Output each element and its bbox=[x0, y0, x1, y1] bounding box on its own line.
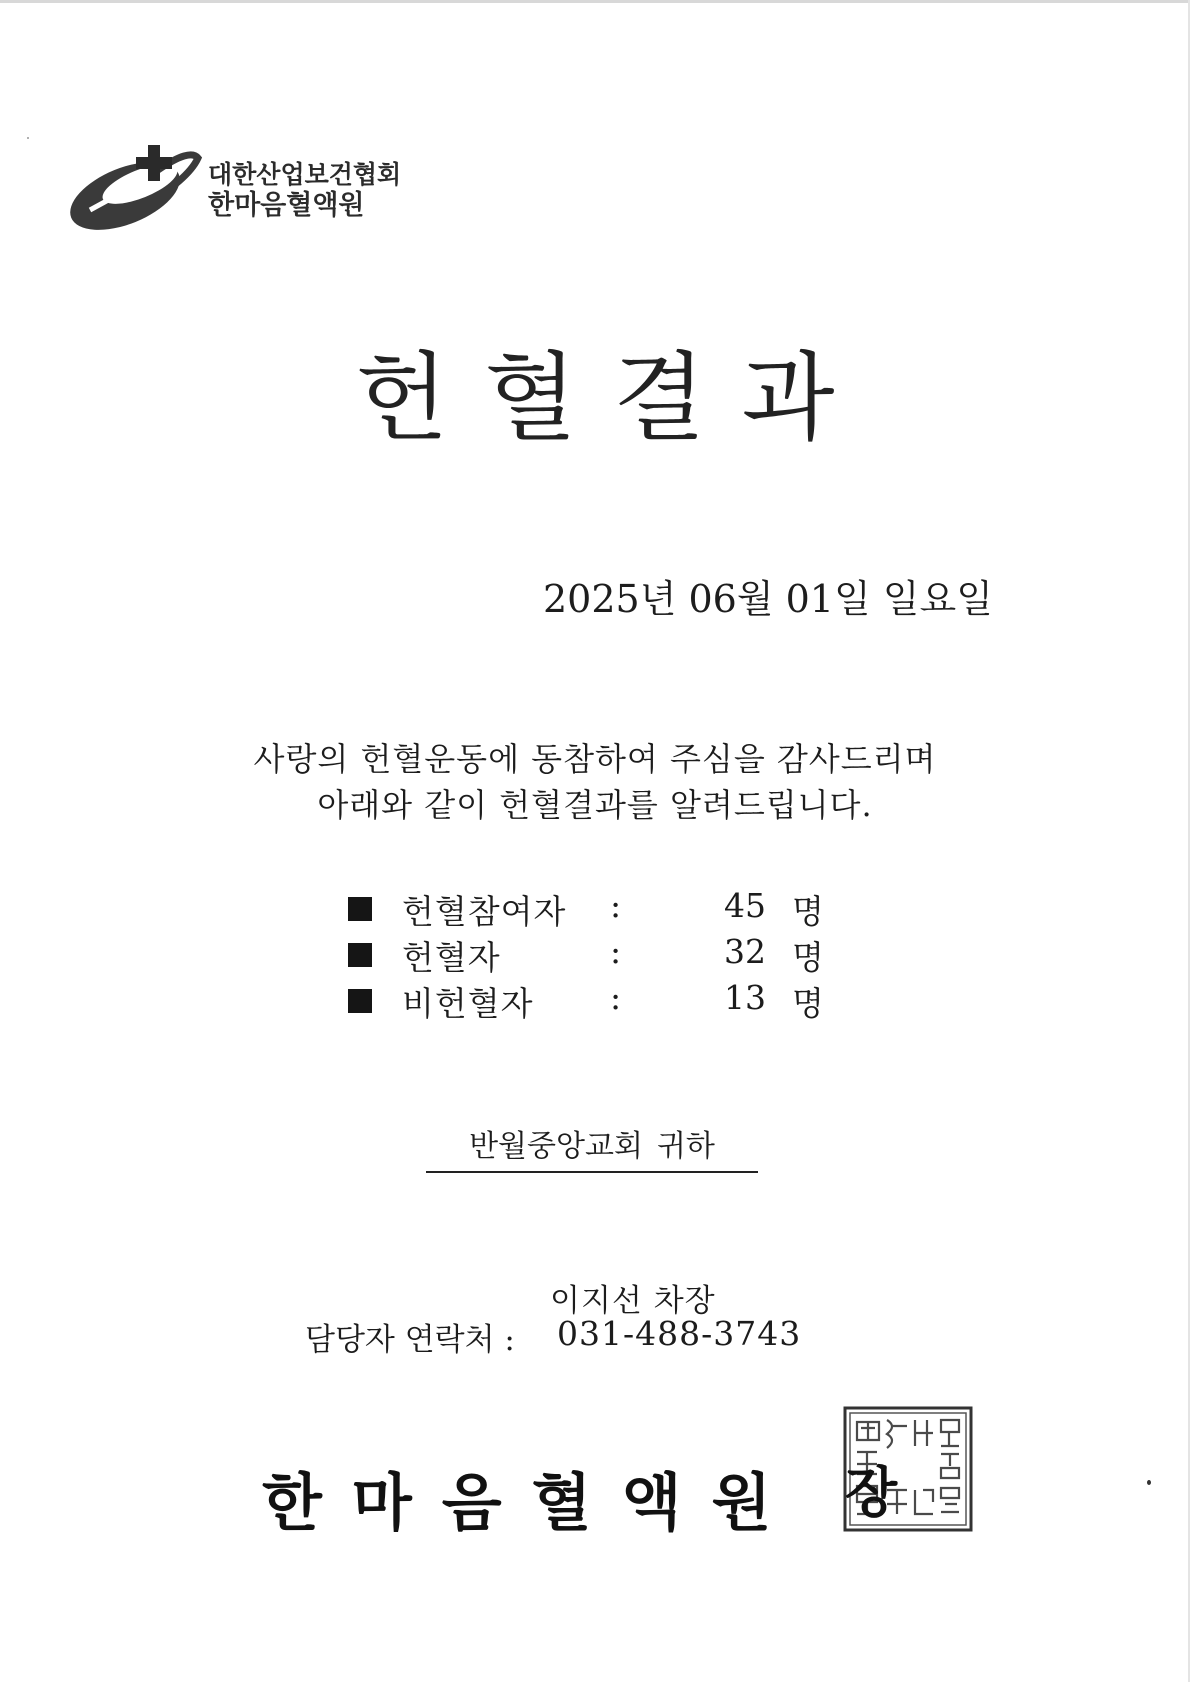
scan-edge-top bbox=[0, 0, 1190, 3]
recipient bbox=[426, 1121, 758, 1173]
report-date: 2025년 06월 01일 일요일 bbox=[543, 577, 993, 621]
seal-title-character: 장 bbox=[845, 1461, 898, 1524]
stat-value: 13 bbox=[724, 978, 766, 1017]
contact-phone: 031-488-3743 bbox=[557, 1314, 802, 1353]
donation-stats bbox=[348, 886, 828, 1024]
stat-label: 헌혈자 bbox=[402, 938, 501, 977]
document-title: 헌혈결과 bbox=[355, 342, 871, 454]
stat-unit: 명 bbox=[792, 892, 824, 931]
stat-colon: : bbox=[610, 978, 622, 1017]
signature-name: 한마음혈액원 bbox=[262, 1466, 802, 1539]
square-bullet-icon bbox=[348, 943, 372, 967]
thank-you-message bbox=[0, 736, 1190, 828]
stat-colon: : bbox=[610, 932, 622, 971]
organization-logo bbox=[70, 140, 430, 240]
red-cross-emblem-icon bbox=[70, 140, 205, 235]
organization-name-line2: 한마음혈액원 bbox=[208, 190, 365, 221]
stat-unit: 명 bbox=[792, 938, 824, 977]
square-bullet-icon bbox=[348, 989, 372, 1013]
square-bullet-icon bbox=[348, 897, 372, 921]
stat-row-non-donors bbox=[348, 978, 828, 1024]
stat-row-donors bbox=[348, 932, 828, 978]
message-line-1: 사랑의 헌혈운동에 동참하여 주심을 감사드리며 bbox=[253, 740, 937, 778]
stat-label: 비헌혈자 bbox=[402, 984, 534, 1023]
stat-unit: 명 bbox=[792, 984, 824, 1023]
scan-speck bbox=[1147, 1480, 1151, 1485]
stat-value: 45 bbox=[724, 886, 766, 925]
scan-speck bbox=[27, 137, 29, 139]
organization-name-line1: 대한산업보건협회 bbox=[208, 160, 402, 189]
organization-name bbox=[208, 160, 401, 222]
message-line-2: 아래와 같이 헌혈결과를 알려드립니다. bbox=[317, 786, 873, 824]
contact-label: 담당자 연락처 : bbox=[305, 1322, 515, 1358]
stat-value: 32 bbox=[724, 932, 766, 971]
recipient-name: 반월중앙교회 bbox=[469, 1129, 643, 1164]
stat-row-participants bbox=[348, 886, 828, 932]
contact-person: 이지선 차장 bbox=[550, 1283, 716, 1319]
stat-colon: : bbox=[610, 886, 622, 925]
recipient-honorific: 귀하 bbox=[656, 1129, 715, 1164]
stat-label: 헌혈참여자 bbox=[402, 892, 567, 931]
